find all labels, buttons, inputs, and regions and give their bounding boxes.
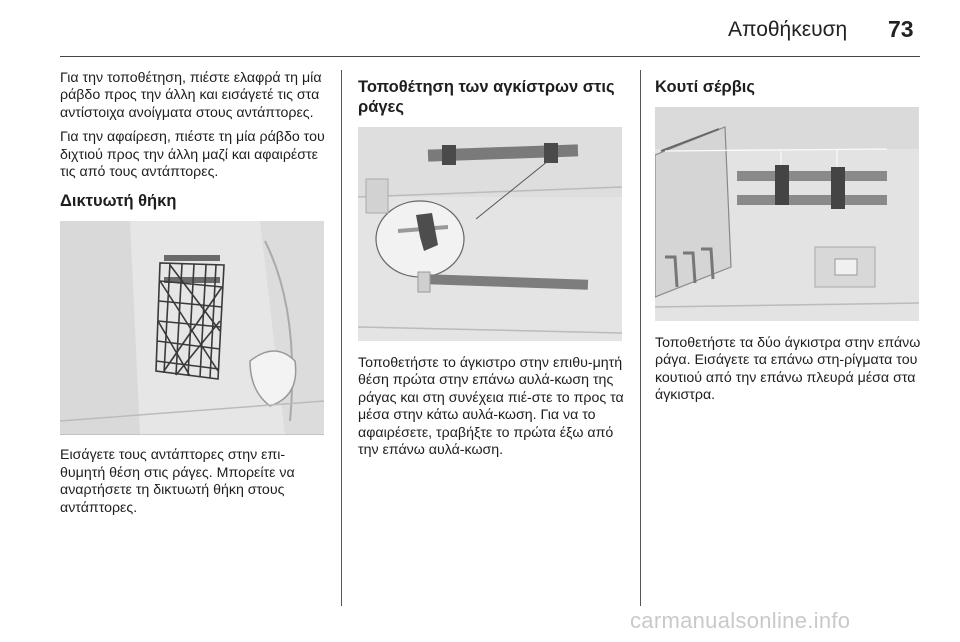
page-number: 73 [888,16,914,42]
paragraph-net-pocket-adapters: Εισάγετε τους αντάπτορες στην επι-θυμητή θέση στις ράγες. Μπορείτε να αναρτήσετε τη δικτυωτή θήκη στους αντάπτορες. [60,447,295,516]
column-middle [358,70,624,466]
heading-net-pocket: Δικτυωτή θήκη [60,192,177,211]
column-divider-2 [640,70,641,606]
net-pocket-illustration [60,221,324,435]
paragraph-remove-rods: Για την αφαίρεση, πιέστε τη μία ράβδο του διχτιού προς την άλλη μαζί και αφαιρέστε τις από τους αντάπτορες. [60,129,325,181]
heading-service-box: Κουτί σέρβις [655,78,755,96]
page-header-title: Αποθήκευση [728,18,848,41]
column-right [655,70,921,412]
paragraph-install-rods: Για την τοποθέτηση, πιέστε ελαφρά τη μία ράβδο προς την άλλη και εισάγετέ τις στα αντίστοιχα ανοίγματα στους αντάπτορες. [60,70,322,121]
column-divider-1 [341,70,342,606]
service-box-illustration [655,107,919,321]
figure-service-box [655,107,919,321]
paragraph-service-box-instructions: Τοποθετήστε τα δύο άγκιστρα στην επάνω ράγα. Εισάγετε τα επάνω στη-ρίγματα του κουτιού από την επάνω πλευρά μέσα στα άγκιστρα. [655,335,921,404]
column-left [60,70,328,524]
heading-hooks-on-rails: Τοποθέτηση των αγκίστρων στις ράγες [358,78,615,116]
header-rule [60,56,920,57]
figure-net-pocket [60,221,324,435]
figure-hooks-on-rails [358,127,622,341]
watermark-text: carmanualsonline.info [630,608,851,633]
hooks-on-rails-illustration [358,127,622,341]
paragraph-hook-instructions: Τοποθετήστε το άγκιστρο στην επιθυ-μητή θέση πρώτα στην επάνω αυλά-κωση της ράγας και στη συνέχεια πιέ-στε το προς τα μέσα στην κάτω αυλά-κωση. Για να το αφαιρέσετε, τραβήξτε το πρώτα έξω από την επάνω αυλά-κωση. [358,355,624,459]
